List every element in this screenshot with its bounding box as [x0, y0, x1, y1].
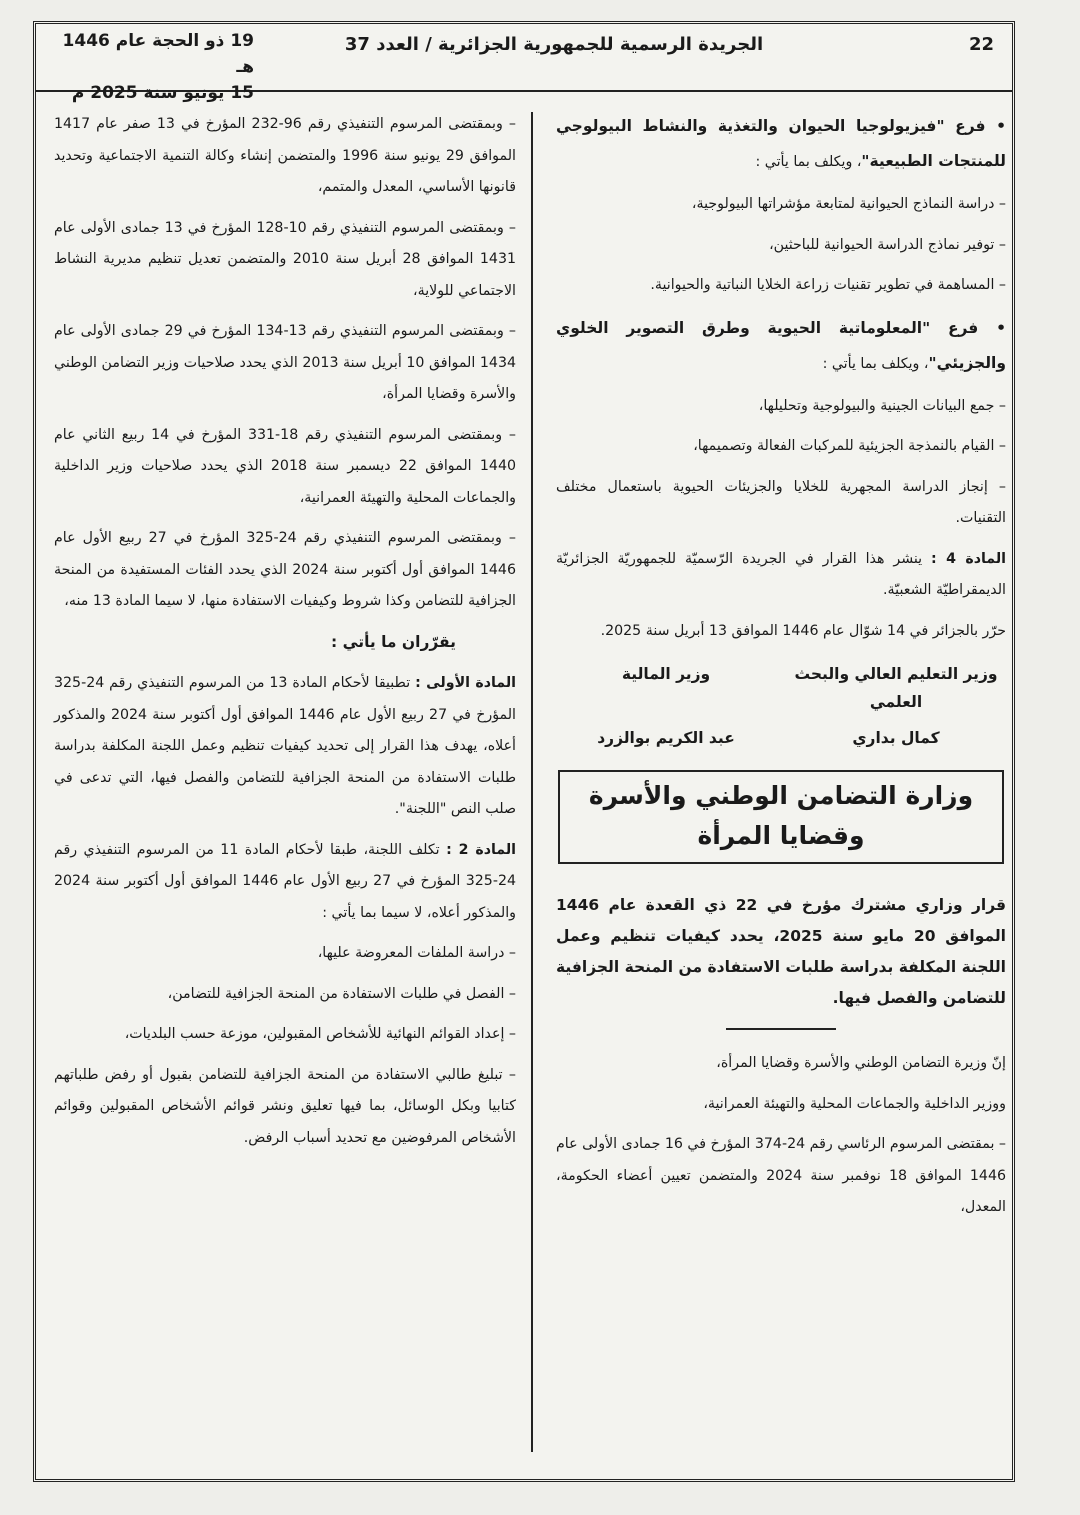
- right-column: [556, 109, 1006, 1233]
- signatures: [556, 656, 1006, 756]
- article-2-item: – الفصل في طلبات الاستفادة من المنحة الجزافية للتضامن،: [167, 985, 516, 1002]
- consideration: – وبمقتضى المرسوم التنفيذي رقم 10-128 المؤرخ في 13 جمادى الأولى عام 1431 الموافق 28 أبريل سنة 2010 والمتضمن تعديل تنظيم مديرية النشاط الاجتماعي للولاية،: [54, 219, 516, 299]
- article-4: [556, 544, 1006, 607]
- consideration: – وبمقتضى المرسوم التنفيذي رقم 96-232 المؤرخ في 13 صفر عام 1417 الموافق 29 يونيو سنة 1996 والمتضمن إنشاء وكالة التنمية الاجتماعية وتحديد قانونها الأساسي، المعدل والمتمم،: [54, 116, 516, 195]
- decide-heading: يقرّران ما يأتي :: [330, 632, 456, 651]
- header-date-gregorian: 15 يونيو سنة 2025 م: [71, 83, 254, 103]
- consideration: – وبمقتضى المرسوم التنفيذي رقم 13-134 المؤرخ في 29 جمادى الأولى عام 1434 الموافق 10 أبريل سنة 2013 الذي يحدد صلاحيات وزير التضامن الوطني والأسرة وقضايا المرأة،: [54, 323, 516, 402]
- signatory-1-title: وزير التعليم العالي والبحث العلمي: [794, 665, 998, 711]
- branch2-heading: • فرع "المعلوماتية الحيوية وطرق التصوير الخلوي والجزيئي"، ويكلف بما يأتي :: [556, 318, 1006, 372]
- consideration: – وبمقتضى المرسوم التنفيذي رقم 18-331 المؤرخ في 14 ربيع الثاني عام 1440 الموافق 22 ديسمبر سنة 2018 الذي يحدد صلاحيات وزير الداخلية والجماعات المحلية والتهيئة العمرانية،: [54, 426, 516, 506]
- article-2-item: – تبليغ طالبي الاستفادة من المنحة الجزافية للتضامن بقبول أو رفض طلباتهم كتابيا وبكل الوسائل، بما فيها تعليق ونشر قوائم الأشخاص المقبولين وقوائم الأشخاص المرفوضين مع تحديد أسباب الرفض.: [54, 1066, 516, 1146]
- branch1-item: – دراسة النماذج الحيوانية لمتابعة مؤشراتها البيولوجية،: [691, 196, 1006, 212]
- branch2-item: – القيام بالنمذجة الجزيئية للمركبات الفعالة وتصميمها،: [693, 438, 1006, 454]
- branch1-item: – توفير نماذج الدراسة الحيوانية للباحثين،: [769, 236, 1006, 253]
- page-number: 22: [968, 34, 994, 55]
- branch2-item: – جمع البيانات الجينية والبيولوجية وتحليلها،: [758, 397, 1006, 414]
- article-2-item: – إعداد القوائم النهائية للأشخاص المقبولين، موزعة حسب البلديات،: [124, 1026, 516, 1042]
- header-title: الجريدة الرسمية للجمهورية الجزائرية / العدد 37: [344, 34, 764, 55]
- article-4-label: المادة 4 :: [931, 550, 1007, 567]
- signed-line: حرّر بالجزائر في 14 شوّال عام 1446 الموافق 13 أبريل سنة 2025.: [600, 622, 1006, 639]
- signatory-2-name: عبد الكريم بوالزرد: [597, 729, 735, 747]
- header-date: [44, 28, 254, 106]
- article-2-label: المادة 2 :: [446, 841, 517, 858]
- article-1: [54, 668, 516, 826]
- signatory-1-name: كمال بداري: [852, 729, 940, 747]
- article-2-text: تكلف اللجنة، طبقا لأحكام المادة 11 من المرسوم التنفيذي رقم 24-325 المؤرخ في 27 ربيع الأول عام 1446 الموافق أول أكتوبر سنة 2024 والمذكور أعلاه، لا سيما بما يأتي :: [54, 841, 516, 921]
- article-1-text: تطبيقا لأحكام المادة 13 من المرسوم التنفيذي رقم 24-325 المؤرخ في 27 ربيع الأول عام 1446 الموافق أول أكتوبر سنة 2024 والمذكور أعلاه، يهدف هذا القرار إلى تحديد كيفيات تنظيم وعمل اللجنة المكلفة بدراسة طلبات الاستفادة من المنحة الجزافية للتضامن والفصل فيها، التي تدعى في صلب النص "اللجنة".: [54, 675, 516, 817]
- article-2-item: – دراسة الملفات المعروضة عليها،: [317, 945, 516, 961]
- article-1-label: المادة الأولى :: [415, 675, 517, 691]
- decree-title: قرار وزاري مشترك مؤرخ في 22 ذي القعدة عام 1446 الموافق 20 مايو سنة 2025، يحدد كيفيات تنظيم وعمل اللجنة المكلفة بدراسة طلبات الاستفادة من المنحة الجزافية للتضامن والفصل فيها.: [556, 896, 1007, 1007]
- article-4-text: ينشر هذا القرار في الجريدة الرّسميّة للجمهوريّة الجزائريّة الديمقراطيّة الشعبيّة.: [556, 550, 1006, 598]
- consideration: – وبمقتضى المرسوم التنفيذي رقم 24-325 المؤرخ في 27 ربيع الأول عام 1446 الموافق أول أكتوبر سنة 2024 الذي يحدد الفئات المستفيدة من المنحة الجزافية للتضامن وكذا شروط وكيفيات الاستفادة منها، لا سيما المادة 13 منه،: [54, 530, 516, 609]
- left-column: [54, 109, 516, 1163]
- page-frame: [33, 21, 1015, 1482]
- intro-line: ووزير الداخلية والجماعات المحلية والتهيئة العمرانية،: [703, 1095, 1006, 1112]
- signatory-2-title: وزير المالية: [621, 665, 711, 683]
- column-divider: [531, 112, 533, 1452]
- branch1-item: – المساهمة في تطوير تقنيات زراعة الخلايا النباتية والحيوانية.: [650, 277, 1006, 293]
- branch2-item: – إنجاز الدراسة المجهرية للخلايا والجزيئات الحيوية باستعمال مختلف التقنيات.: [556, 478, 1006, 526]
- intro-line: – بمقتضى المرسوم الرئاسي رقم 24-374 المؤرخ في 16 جمادى الأولى عام 1446 الموافق 18 نوفمبر سنة 2024 والمتضمن تعيين أعضاء الحكومة، المعدل،: [556, 1136, 1006, 1215]
- header-date-hijri: 19 ذو الحجة عام 1446 هـ: [62, 31, 254, 77]
- article-2: [54, 835, 516, 930]
- intro-line: إنّ وزيرة التضامن الوطني والأسرة وقضايا المرأة،: [716, 1055, 1006, 1071]
- ministry-box: وزارة التضامن الوطني والأسرة وقضايا المرأة: [558, 770, 1004, 864]
- page-header: [36, 24, 1012, 103]
- short-rule: [726, 1028, 836, 1030]
- branch1-heading: • فرع "فيزيولوجيا الحيوان والتغذية والنشاط البيولوجي للمنتجات الطبيعية"، ويكلف بما يأتي :: [556, 117, 1006, 170]
